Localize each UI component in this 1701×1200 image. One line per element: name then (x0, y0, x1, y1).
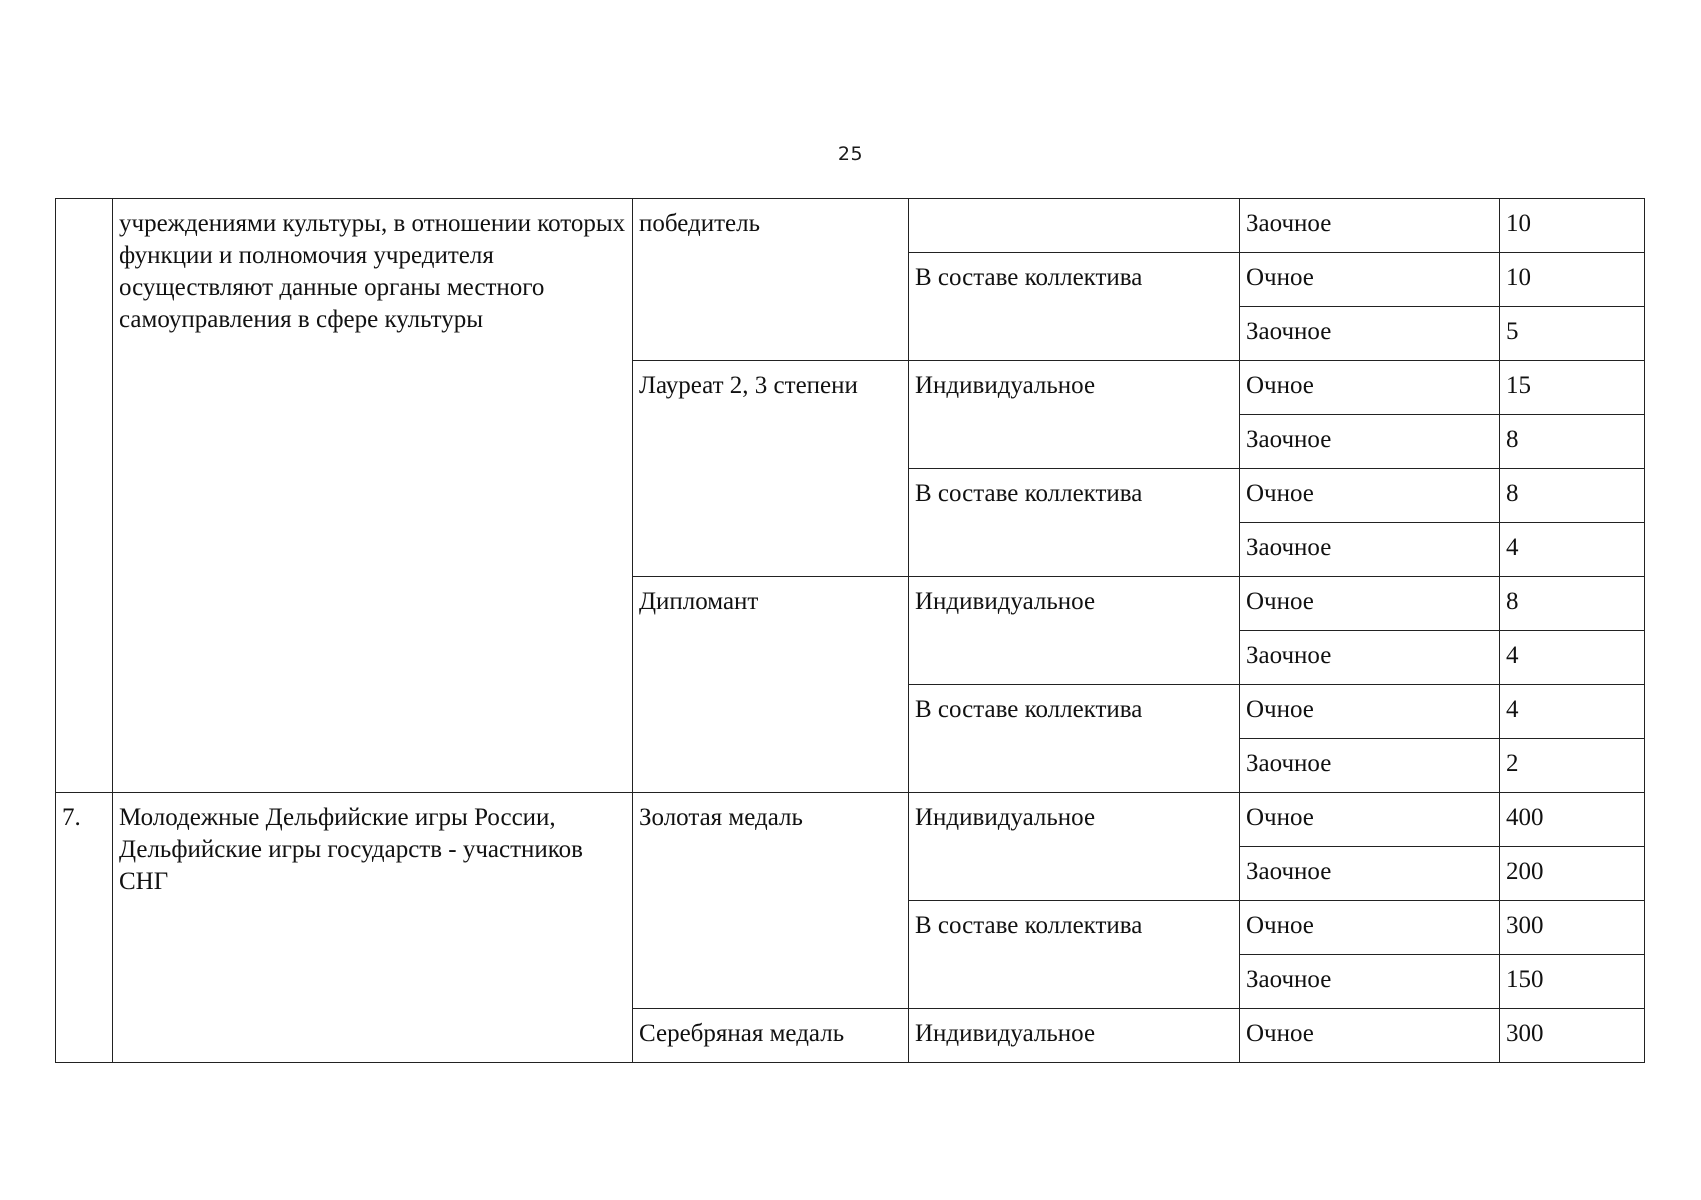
form-cell: Заочное (1240, 631, 1500, 685)
points-cell: 10 (1500, 199, 1645, 253)
table-row (56, 793, 1645, 847)
points-cell: 4 (1500, 685, 1645, 739)
participation-type-cell: В составе коллектива (909, 253, 1240, 361)
points-cell: 4 (1500, 631, 1645, 685)
points-cell: 8 (1500, 415, 1645, 469)
participation-type-cell: Индивидуальное (909, 577, 1240, 685)
award-cell: победитель (633, 199, 909, 361)
participation-type-cell: В составе коллектива (909, 469, 1240, 577)
form-cell: Заочное (1240, 415, 1500, 469)
points-cell: 400 (1500, 793, 1645, 847)
form-cell: Очное (1240, 793, 1500, 847)
award-cell: Лауреат 2, 3 степени (633, 361, 909, 577)
points-cell: 150 (1500, 955, 1645, 1009)
points-cell: 2 (1500, 739, 1645, 793)
row-number-cell (56, 199, 113, 793)
form-cell: Заочное (1240, 739, 1500, 793)
points-cell: 4 (1500, 523, 1645, 577)
participation-type-cell (909, 199, 1240, 253)
form-cell: Заочное (1240, 847, 1500, 901)
participation-type-cell: В составе коллектива (909, 901, 1240, 1009)
participation-type-cell: Индивидуальное (909, 361, 1240, 469)
form-cell: Заочное (1240, 955, 1500, 1009)
event-name-cell: Молодежные Дельфийские игры России, Дельфийские игры государств - участников СНГ (113, 793, 633, 1063)
points-cell: 200 (1500, 847, 1645, 901)
awards-table (55, 198, 1645, 1063)
form-cell: Очное (1240, 361, 1500, 415)
participation-type-cell: Индивидуальное (909, 793, 1240, 901)
form-cell: Очное (1240, 1009, 1500, 1063)
points-cell: 10 (1500, 253, 1645, 307)
form-cell: Очное (1240, 685, 1500, 739)
form-cell: Заочное (1240, 523, 1500, 577)
form-cell: Заочное (1240, 199, 1500, 253)
table-row (56, 199, 1645, 253)
points-cell: 300 (1500, 1009, 1645, 1063)
participation-type-cell: Индивидуальное (909, 1009, 1240, 1063)
row-number-cell: 7. (56, 793, 113, 1063)
award-cell: Золотая медаль (633, 793, 909, 1009)
form-cell: Очное (1240, 577, 1500, 631)
form-cell: Заочное (1240, 307, 1500, 361)
points-cell: 8 (1500, 469, 1645, 523)
award-cell: Серебряная медаль (633, 1009, 909, 1063)
event-name-cell: учреждениями культуры, в отношении которых функции и полномочия учредителя осуществляют данные органы местного самоуправления в сфере культуры (113, 199, 633, 793)
points-cell: 300 (1500, 901, 1645, 955)
participation-type-cell: В составе коллектива (909, 685, 1240, 793)
form-cell: Очное (1240, 901, 1500, 955)
form-cell: Очное (1240, 469, 1500, 523)
page-number: 25 (837, 143, 864, 165)
award-cell: Дипломант (633, 577, 909, 793)
points-cell: 8 (1500, 577, 1645, 631)
points-cell: 5 (1500, 307, 1645, 361)
form-cell: Очное (1240, 253, 1500, 307)
points-cell: 15 (1500, 361, 1645, 415)
